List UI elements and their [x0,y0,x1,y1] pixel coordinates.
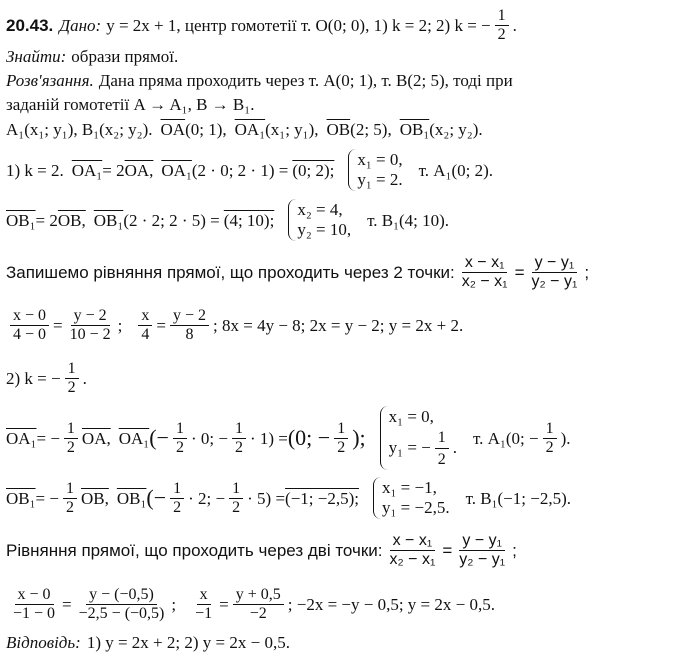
answer-label: Відповідь: [6,633,81,652]
vector-oa: $\overline{OA}$ [160,120,186,139]
line-equation-text-2: Рівняння прямої, що проходить через дві точки: [6,540,383,560]
answer-text: 1) y = 2x + 2; 2) y = 2x − 0,5. [86,633,290,652]
case2-system-b: x₁ = −1, y₁ = −2,5. [373,477,456,520]
case2-frac: $\frac{1}{2}$ [64,421,78,456]
formula2-eq: = [442,540,453,560]
case2-oa1: OA₁ [6,428,37,448]
formula-end: ; [584,262,590,282]
case1-oa1-calc: (2 · 0; 2 · 1) = [191,160,289,180]
case1-heading: 1) k = 2. [6,160,64,180]
case1-ob1-calc: (2 · 2; 2 · 5) = [123,210,220,230]
calc2-frac-b: $\frac{y - (-0,5)}{-2,5 - (-0,5)}$ [78,585,165,622]
case1-eq2-mid: = 2 [35,210,58,230]
given-fraction: $\frac{1}{2}$ [495,8,509,43]
case2-result1-open: (0; − [287,425,331,450]
calc2-eq2: = [219,594,229,614]
given-text: y = 2x + 1, центр гомотетії т. O(0; 0), 1) k = 2; 2) k = − [106,16,491,35]
formula2-frac-x: $\frac{\text{x − x₁}}{\text{x₂ − x₁}}$ [389,531,436,568]
case2-heading-end: . [82,368,87,388]
case1-ob1-result: (4; 10); [223,210,275,230]
case2-result2: (−1; −2,5); [285,488,359,508]
vector-ob1: OB₁ [399,120,430,139]
case1-b-line [6,200,684,240]
formula2-frac-y: $\frac{\text{y − y₁}}{\text{y₂ − y₁}}$ [459,531,506,568]
case1-a-line [6,150,684,190]
line-equation-text: Запишемо рівняння прямої, що проходить через 2 точки: [6,262,455,282]
case2-ob1: OB₁ [6,488,36,508]
case2-a-line [6,407,684,468]
case2-eq-b: = − [35,488,59,508]
calc1-tail: ; 8x = 4y − 8; 2x = y − 2; y = 2x + 2. [213,315,464,335]
case2-calc1-frac2: $\frac{1}{2}$ [232,421,246,456]
case2-ob: OB, [80,488,109,508]
calc2-eq: = [62,594,72,614]
case2-calc1-close: · 1) = [249,428,288,448]
case2-point-b1: т. B₁(−1; −2,5). [465,488,571,508]
line-equation-intro [6,252,684,292]
case2-frac-b: $\frac{1}{2}$ [63,481,77,516]
solution-text: Дана пряма проходить через т. A(0; 1), т. B(2; 5), тоді при [98,71,513,90]
case2-system-a: x₁ = 0, y₁ = − $\frac{1}{2}$ . [380,406,463,470]
calc1-eq2: = [156,315,166,335]
case1-system-a: x₁ = 0, y₁ = 2. [348,149,408,192]
case2-heading-line [6,360,684,396]
case2-calc2-mid: · 2; − [188,488,226,508]
points-definition: A₁(x₁; y₁), B₁(x₂; y₂). [6,120,153,139]
case2-calc2-close: · 5) = [247,488,286,508]
case1-point-a1: т. A₁(0; 2). [418,160,494,180]
case2-calc2-frac2: $\frac{1}{2}$ [229,481,243,516]
formula2-end: ; [512,540,517,560]
case2-ob1-vector: OB₁ [116,488,147,508]
solution-text-2: заданій гомотетії A → A₁, B → B₁. [6,95,255,114]
calc1-frac-c: $\frac{x}{4}$ [138,308,152,343]
calc1-frac-b: $\frac{y - 2}{10 - 2}$ [69,306,111,343]
calc2-frac-a: $\frac{x - 0}{-1 - 0}$ [13,585,56,622]
case2-point-a1-pre: т. A₁(0; − [473,428,539,448]
line-equation-intro-2 [6,530,684,570]
case1-oa1-result: (0; 2); [292,160,335,180]
case2-point-a1-frac: $\frac{1}{2}$ [543,421,557,456]
case2-eq: = − [36,428,60,448]
case2-b-line [6,476,684,520]
case2-calc1-frac1: $\frac{1}{2}$ [173,421,187,456]
case2-calc-line [6,584,684,624]
solution-line-2 [6,96,684,113]
given-end: . [512,16,517,35]
case1-ob1-vector: OB₁ [93,210,124,230]
problem-number: 20.43. [6,16,54,35]
vector-ob-value: (2; 5), [350,120,392,139]
problem-statement [6,8,684,43]
case2-calc2-open: (− [146,485,167,510]
case1-ob: OB, [57,210,86,230]
calc2-tail: ; −2x = −y − 0,5; y = 2x − 0,5. [287,594,495,614]
vector-ob1-value: (x₂; y₂). [429,120,483,139]
case1-oa1: OA₁ [71,160,103,180]
calc1-sep: ; [117,315,123,335]
case1-calc-line [6,305,684,345]
case2-heading: 2) k = − [6,368,61,388]
vector-ob: $\overline{OB}$ [326,120,351,139]
calc1-eq: = [53,315,63,335]
formula-eq: = [514,262,525,282]
solution-label: Розв'язання. [6,71,94,90]
find-text: образи прямої. [71,47,179,66]
case1-eq-mid: = 2 [102,160,125,180]
case2-result1-close: ); [352,425,366,450]
calc1-frac-a: $\frac{x - 0}{4 - 0}$ [10,308,49,343]
calc2-frac-d: $\frac{y + 0,5}{-2}$ [233,587,284,622]
calc2-frac-c: $\frac{x}{-1}$ [195,585,213,622]
find-label: Знайти: [6,47,67,66]
formula-frac-y: $\frac{\text{y − y₁}}{\text{y₂ − y₁}}$ [531,253,578,290]
vector-oa1: OA₁ [234,120,266,139]
case2-oa: OA, [81,428,111,448]
answer-line [6,634,684,651]
case1-oa1-vector: OA₁ [161,160,192,180]
case2-oa1-vector: OA₁ [118,428,150,448]
case2-calc2-frac1: $\frac{1}{2}$ [170,481,184,516]
case1-oa: OA, [124,160,154,180]
find-line [6,48,684,65]
vector-oa1-value: (x₁; y₁), [265,120,319,139]
case1-system-b: x₂ = 4, y₂ = 10, [288,199,357,242]
vectors-line [6,121,684,138]
case1-ob1: OB₁ [6,210,36,230]
case2-heading-frac: $\frac{1}{2}$ [65,361,79,396]
case1-point-b1: т. B₁(4; 10). [367,210,450,230]
given-label: Дано: [59,16,102,35]
calc1-frac-d: $\frac{y - 2}{8}$ [170,308,209,343]
formula-frac-x: $\frac{\text{x − x₁}}{\text{x₂ − x₁}}$ [461,253,508,290]
case2-calc1-mid: · 0; − [190,428,228,448]
calc2-sep: ; [171,594,177,614]
case2-result1-frac: $\frac{1}{2}$ [334,421,348,456]
vector-oa-value: (0; 1), [185,120,227,139]
case2-point-a1-post: ). [560,428,571,448]
solution-line [6,72,684,89]
case2-calc1-open: (− [149,425,169,450]
